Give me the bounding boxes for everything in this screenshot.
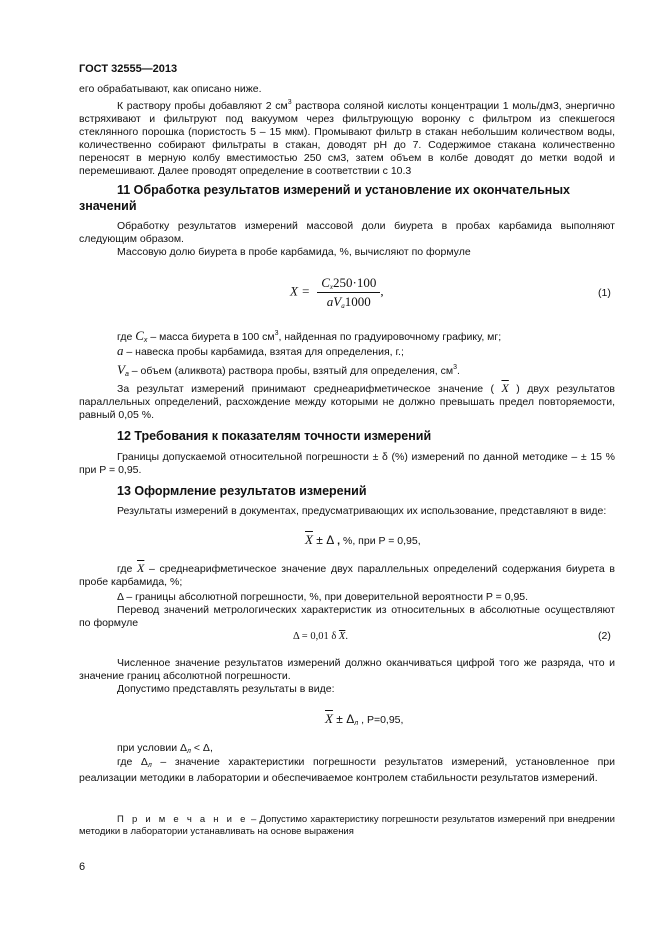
- formula-1: X = $\frac{C_x250\cdot 100}{aV_a1000}$ ,: [290, 275, 384, 310]
- where-delta: Δ – границы абсолютной погрешности, %, при доверительной вероятности P = 0,95.: [117, 591, 529, 603]
- section-13-paragraph-1: Результаты измерений в документах, предусматривающих их использование, представляют в виде:: [117, 505, 607, 517]
- section-11-heading: 11 Обработка результатов измерений и установление их окончательных значений: [79, 183, 570, 213]
- result-formula-lab: $\overline{X} \pm \Delta_л$ , P=0,95,: [325, 711, 404, 727]
- document-header: ГОСТ 32555—2013: [79, 63, 178, 75]
- formula-2: Δ = 0,01 δ $\overline{X}$.: [293, 631, 348, 642]
- where-a: a – навеска пробы карбамида, взятая для определения, г.;: [117, 343, 404, 358]
- section-11-paragraph-1: Обработку результатов измерений массовой доли биурета в пробах карбамида выполняют следующим образом.: [79, 220, 615, 245]
- note: П р и м е ч а н и е – Допустимо характеристику погрешности результатов измерений при внедрении методики в лаборатории устанавливать на основе выражения: [79, 813, 615, 837]
- condition-line: при условии $\Delta_л < \Delta$,: [117, 742, 213, 755]
- result-formula: $\overline{X} \pm \Delta$ , %, при P = 0,95,: [305, 532, 421, 547]
- where-cx: где $C_x$ – масса биурета в 100 $см^3$, найденная по градуировочному графику, мг;: [117, 328, 502, 344]
- section-13-paragraph-4: Допустимо представлять результаты в виде:: [117, 683, 335, 695]
- where-va: $V_a$ – объем (аликвота) раствора пробы, взятый для определения, $см^3$.: [117, 362, 460, 378]
- section-11-paragraph-2: Массовую долю биурета в пробе карбамида, %, вычисляют по формуле: [117, 246, 471, 258]
- section-13-paragraph-2: Перевод значений метрологических характеристик из относительных в абсолютные осуществляют по формуле: [79, 604, 615, 629]
- formula-1-number: (1): [598, 287, 611, 299]
- section-13-heading: 13 Оформление результатов измерений: [117, 484, 367, 498]
- section-12-heading: 12 Требования к показателям точности измерений: [117, 429, 432, 443]
- formula-2-number: (2): [598, 630, 611, 642]
- intro-paragraph-2: К раствору пробы добавляют 2 $см^3$ раствора соляной кислоты концентрации 1 моль/дм3, энергично встряхивают и фильтруют под вакуумом через фильтрующую воронку с фильтром из спекшегося стеклянного порошка (пористость 5 – 15 мкм). Промывают фильтр в стакан небольшим количеством воды, количественно собирают фильтраты в стакан, доводят pH до 7. Содержимое стакана количественно переносят в мерную колбу вместимостью 250 см3, затем объем в колбе доводят до метки водой и перемешивают. Далее проводят определение в соответствии с 10.3: [79, 99, 615, 177]
- intro-paragraph-1: его обрабатывают, как описано ниже.: [79, 83, 262, 95]
- page-number: 6: [79, 861, 86, 873]
- section-13-paragraph-5: где $\Delta_л$ – значение характеристики погрешности результатов измерений, установленное при реализации методики в лаборатории и обеспечиваемое контролем стабильности результатов измерений.: [79, 756, 615, 784]
- section-12-paragraph-1: Границы допускаемой относительной погрешности ± δ (%) измерений по данной методике – ± 15 % при P = 0,95.: [79, 451, 615, 476]
- note-label: П р и м е ч а н и е: [117, 813, 248, 825]
- where-x-mean: где $\overline{X}$ – среднеарифметическое значение двух параллельных определений содержания биурета в пробе карбамида, %;: [79, 561, 615, 588]
- section-13-paragraph-3: Численное значение результатов измерений должно оканчиваться цифрой того же разряда, что и значение границ абсолютной погрешности.: [79, 657, 615, 682]
- section-11-paragraph-3: За результат измерений принимают среднеарифметическое значение ( $\overline{X}$ ) двух результатов параллельных определений, расхождение между которыми не должно превышать предел повторяемости, равный 0,05 %.: [79, 381, 616, 421]
